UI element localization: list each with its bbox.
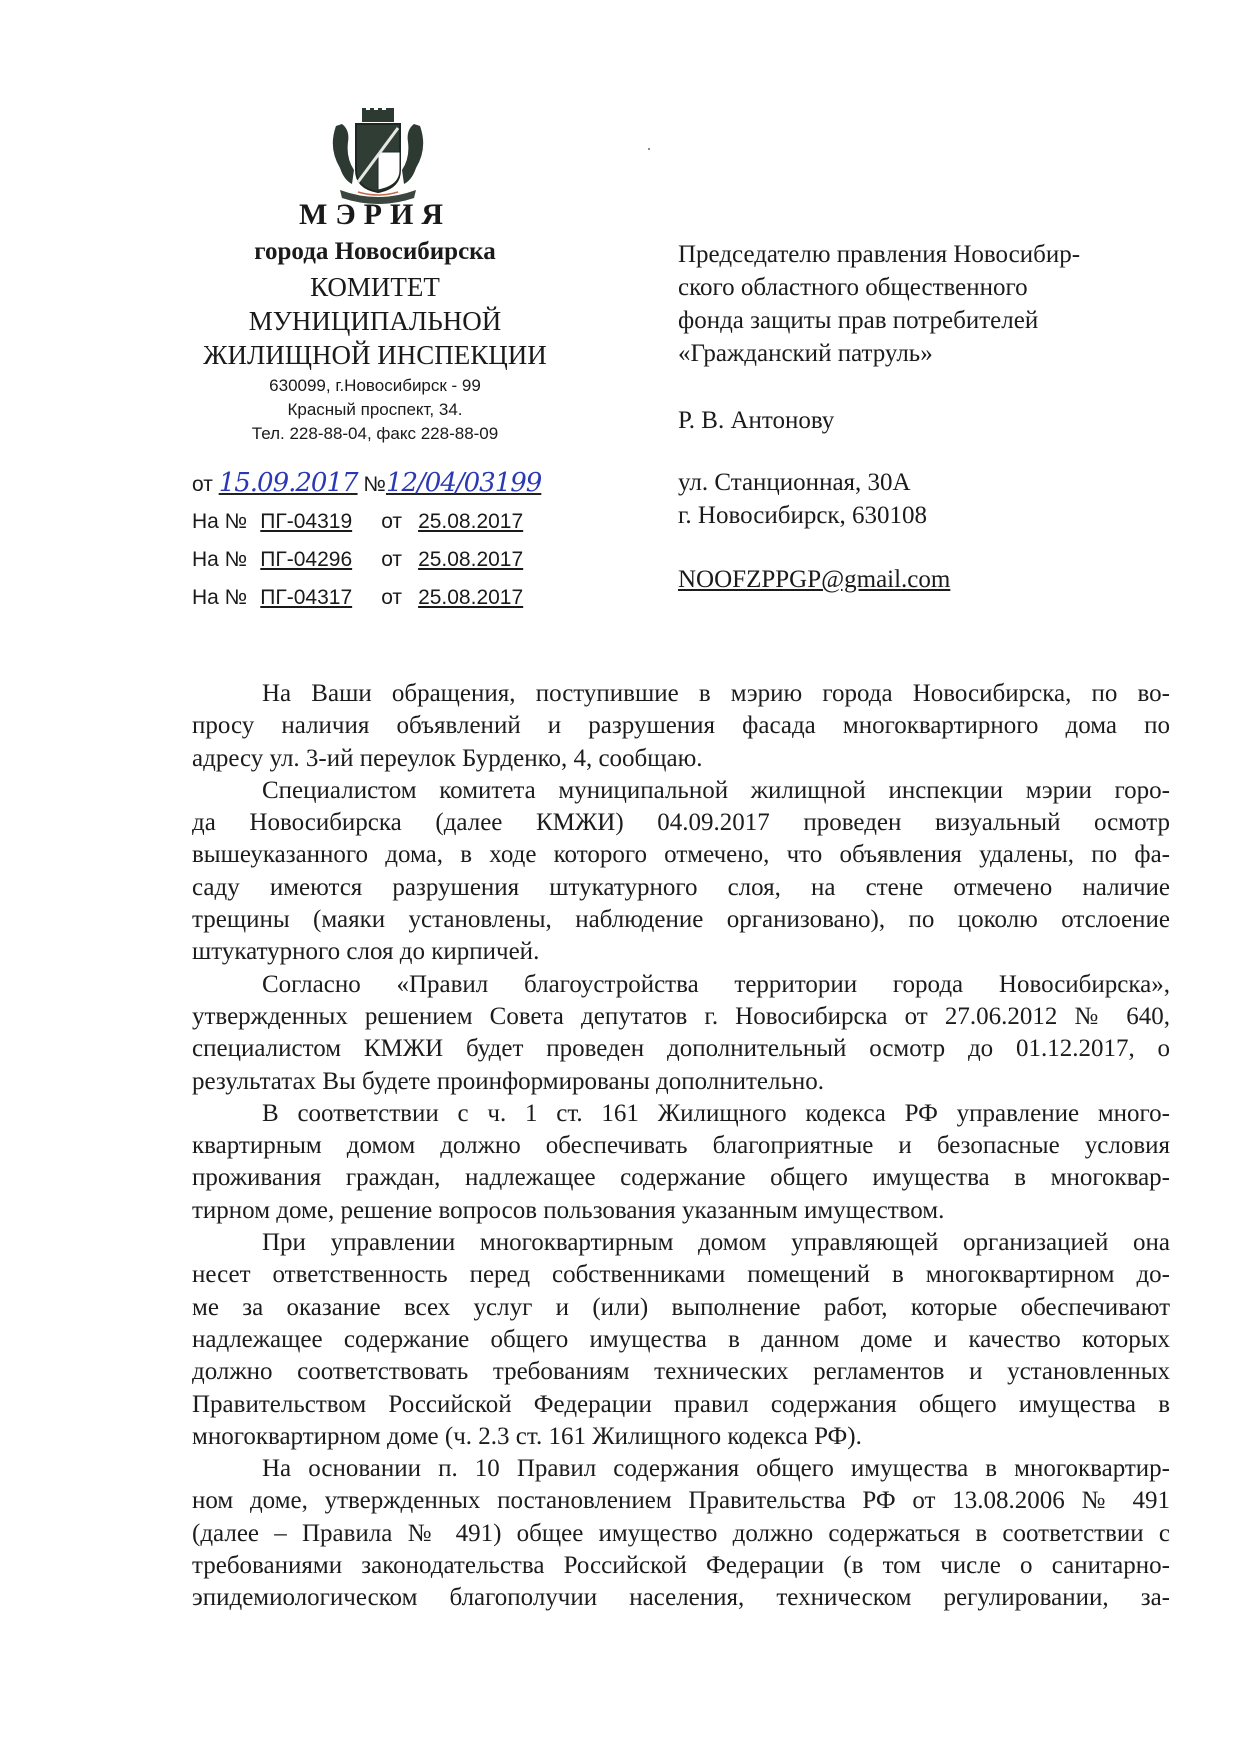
body-line: В соответствии с ч. 1 ст. 161 Жилищного кодекса РФ управление много- — [262, 1099, 1170, 1127]
mayoralty-title: МЭРИЯ — [299, 198, 451, 231]
body-line: На Ваши обращения, поступившие в мэрию города Новосибирска, по во- — [262, 680, 1170, 707]
body-line: результатах Вы будете проинформированы дополнительно. — [192, 1067, 825, 1095]
from-label: от — [192, 473, 213, 496]
body-line: трещины (маяки установлены, наблюдение организовано), по цоколю отслоение — [192, 906, 1170, 934]
scan-speck — [648, 148, 650, 150]
handwritten-number: 12/04/03199 — [385, 468, 542, 498]
handwritten-date: 15.09.2017 — [218, 468, 358, 498]
body-line: штукатурного слоя до кирпичей. — [192, 938, 540, 966]
addressee-address — [678, 466, 927, 532]
body-line: эпидемиологическом благополучии населения, техническом регулировании, за- — [192, 1584, 1170, 1612]
addressee-street: ул. Станционная, 30А — [678, 469, 911, 496]
body-line: тирном доме, решение вопросов пользования указанным имуществом. — [192, 1196, 945, 1224]
body-line: требованиями законодательства Российской Федерации (в том числе о санитарно- — [192, 1552, 1170, 1580]
body-line: должно соответствовать требованиям технических регламентов и установленных — [192, 1358, 1170, 1386]
paragraph — [192, 678, 1170, 775]
body-line: Правительством Российской Федерации правил содержания общего имущества в — [192, 1390, 1170, 1418]
body-line: проживания граждан, надлежащее содержание общего имущества в многоквар- — [192, 1164, 1170, 1192]
address-line: 630099, г.Новосибирск - 99 — [269, 376, 481, 395]
body-line: просу наличия объявлений и разрушения фасада многоквартирного дома по — [192, 712, 1170, 740]
addressee-city: г. Новосибирск, 630108 — [678, 502, 928, 529]
committee-line: КОМИТЕТ — [310, 272, 440, 302]
reference-row — [192, 510, 523, 534]
reference-number: ПГ-04317 — [260, 586, 353, 609]
committee-line: МУНИЦИПАЛЬНОЙ — [248, 306, 502, 336]
outgoing-registration — [192, 468, 541, 498]
reference-from-label: от — [381, 586, 403, 609]
addressee-line: Председателю правления Новосибир- — [678, 241, 1081, 268]
body-line: Согласно «Правил благоустройства территории города Новосибирска», — [262, 970, 1170, 998]
paragraph — [192, 1453, 1170, 1614]
paragraph — [192, 1227, 1170, 1453]
body-line: специалистом КМЖИ будет проведен дополнительный осмотр до 01.12.2017, о — [192, 1035, 1170, 1063]
addressee-name: Р. В. Антонову — [678, 407, 835, 434]
reference-date: 25.08.2017 — [418, 510, 524, 533]
body-line: При управлении многоквартирным домом управляющей организацией она — [262, 1229, 1170, 1257]
body-line: ном доме, утвержденных постановлением Правительства РФ от 13.08.2006 № 491 — [192, 1487, 1170, 1515]
addressee-position — [678, 238, 1080, 370]
letter-body — [192, 678, 1170, 1615]
addressee-email-link[interactable]: NOOFZPPGP@gmail.com — [678, 566, 951, 593]
reference-label: На № — [192, 548, 248, 571]
addressee-line: «Гражданский патруль» — [678, 340, 933, 367]
body-line: утвержденных решением Совета депутатов г. Новосибирска от 27.06.2012 № 640, — [192, 1002, 1170, 1030]
body-line: ме за оказание всех услуг и (или) выполнение работ, которые обеспечивают — [192, 1293, 1170, 1321]
paragraph — [192, 969, 1170, 1098]
body-line: Специалистом комитета муниципальной жилищной инспекции мэрии горо- — [262, 776, 1170, 804]
reference-date: 25.08.2017 — [418, 586, 524, 609]
paragraph — [192, 775, 1170, 969]
reference-from-label: от — [381, 510, 403, 533]
reference-number: ПГ-04296 — [260, 548, 353, 571]
reference-from-label: от — [381, 548, 403, 571]
reference-date: 25.08.2017 — [418, 548, 524, 571]
city-title: города Новосибирска — [254, 238, 496, 265]
reference-row — [192, 586, 523, 610]
committee-line: ЖИЛИЩНОЙ ИНСПЕКЦИИ — [203, 340, 547, 370]
number-label: № — [363, 473, 386, 496]
address-line: Тел. 228-88-04, факс 228-88-09 — [251, 424, 499, 443]
addressee-line: фонда защиты прав потребителей — [678, 307, 1039, 334]
committee-address — [140, 374, 610, 446]
body-line: да Новосибирска (далее КМЖИ) 04.09.2017 проведен визуальный осмотр — [192, 809, 1170, 837]
reference-label: На № — [192, 510, 248, 533]
body-line: многоквартирном доме (ч. 2.3 ст. 161 Жилищного кодекса РФ). — [192, 1422, 862, 1450]
body-line: На основании п. 10 Правил содержания общего имущества в многоквартир- — [262, 1455, 1170, 1483]
paragraph — [192, 1098, 1170, 1227]
body-line: несет ответственность перед собственниками помещений в многоквартирном до- — [192, 1261, 1170, 1289]
committee-name — [140, 270, 610, 372]
address-line: Красный проспект, 34. — [287, 400, 463, 419]
body-line: саду имеются разрушения штукатурного слоя, на стене отмечено наличие — [192, 873, 1170, 901]
body-line: квартирным домом должно обеспечивать благоприятные и безопасные условия — [192, 1132, 1170, 1160]
addressee-line: ского областного общественного — [678, 274, 1028, 301]
body-line: вышеуказанного дома, в ходе которого отмечено, что объявления удалены, по фа- — [192, 841, 1170, 869]
reference-label: На № — [192, 586, 248, 609]
body-line: (далее – Правила № 491) общее имущество должно содержаться в соответствии с — [192, 1519, 1170, 1547]
body-line: надлежащее содержание общего имущества в данном доме и качество которых — [192, 1325, 1170, 1353]
reference-row — [192, 548, 523, 572]
reference-number: ПГ-04319 — [260, 510, 353, 533]
body-line: адресу ул. 3-ий переулок Бурденко, 4, сообщаю. — [192, 744, 703, 772]
novosibirsk-coat-of-arms-icon — [318, 108, 438, 208]
